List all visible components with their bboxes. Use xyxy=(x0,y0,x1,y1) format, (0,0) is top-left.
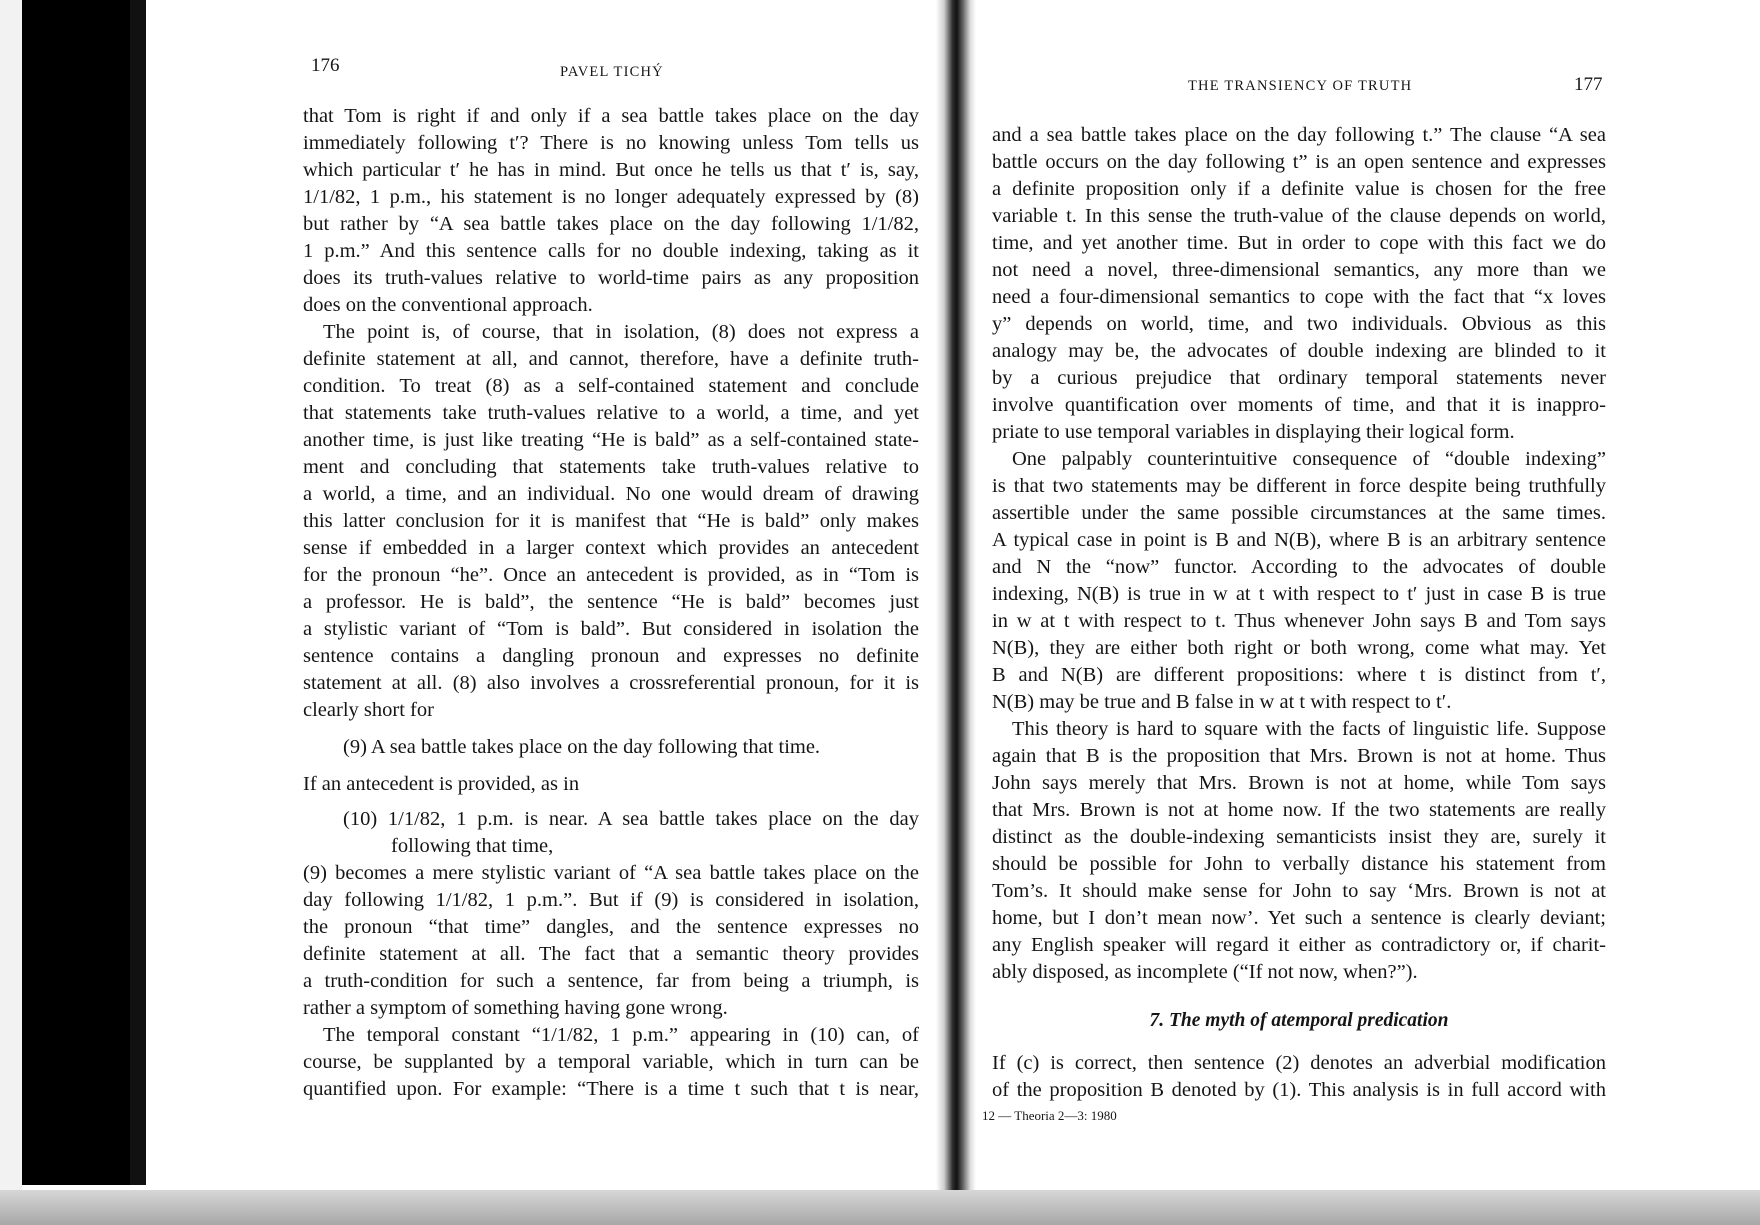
running-head-left: PAVEL TICHÝ xyxy=(560,64,664,80)
book-gutter-shadow xyxy=(936,0,976,1190)
text-line: that Tom is right if and only if a sea battle takes place on the day xyxy=(303,105,919,127)
text-line: ably disposed, as incomplete (“If not now, when?”). xyxy=(992,961,1418,983)
text-line: is that two statements may be different in force despite being truthfully xyxy=(992,475,1606,497)
text-line: ment and concluding that statements take truth-values relative to xyxy=(303,456,919,478)
text-line: (9) becomes a mere stylistic variant of “A sea battle takes place on the xyxy=(303,862,919,884)
text-line: not need a novel, three-dimensional semantics, any more than we xyxy=(992,259,1606,281)
text-line: a truth-condition for such a sentence, far from being a triumph, is xyxy=(303,970,919,992)
text-line: priate to use temporal variables in displaying their logical form. xyxy=(992,421,1515,443)
text-line: this latter conclusion for it is manifest that “He is bald” only makes xyxy=(303,510,919,532)
text-line: quantified upon. For example: “There is a time t such that t is near, xyxy=(303,1078,919,1100)
text-line: sentence contains a dangling pronoun and expresses no definite xyxy=(303,645,919,667)
text-line: John says merely that Mrs. Brown is not at home, while Tom says xyxy=(992,772,1606,794)
text-line: One palpably counterintuitive consequence of “double indexing” xyxy=(1012,448,1606,470)
text-line: indexing, N(B) is true in w at t with respect to t′ just in case B is true xyxy=(992,583,1606,605)
text-line: A typical case in point is B and N(B), where B is an arbitrary sentence xyxy=(992,529,1606,551)
running-head-right: THE TRANSIENCY OF TRUTH xyxy=(1188,78,1413,94)
text-line: does its truth-values relative to world-time pairs as any proposition xyxy=(303,267,919,289)
text-line: of the proposition B denoted by (1). This analysis is in full accord with xyxy=(992,1079,1606,1101)
text-line: that statements take truth-values relative to a world, a time, and yet xyxy=(303,402,919,424)
text-line: This theory is hard to square with the facts of linguistic life. Suppose xyxy=(1012,718,1606,740)
text-line: the pronoun “that time” dangles, and the sentence expresses no xyxy=(303,916,919,938)
text-line: If an antecedent is provided, as in xyxy=(303,773,580,795)
text-line: another time, is just like treating “He is bald” as a self-contained state- xyxy=(303,429,919,451)
text-line: rather a symptom of something having gone wrong. xyxy=(303,997,728,1019)
text-line: but rather by “A sea battle takes place on the day following 1/1/82, xyxy=(303,213,919,235)
text-line: 1 p.m.” And this sentence calls for no double indexing, taking as it xyxy=(303,240,919,262)
text-line: definite statement at all. The fact that a semantic theory provides xyxy=(303,943,919,965)
text-line: course, be supplanted by a temporal variable, which in turn can be xyxy=(303,1051,919,1073)
text-line: a professor. He is bald”, the sentence “He is bald” becomes just xyxy=(303,591,919,613)
text-line: should be possible for John to verbally distance his statement from xyxy=(992,853,1606,875)
text-line: The point is, of course, that in isolation, (8) does not express a xyxy=(323,321,919,343)
text-line: y” depends on world, time, and two individuals. Obvious as this xyxy=(992,313,1606,335)
text-line: which particular t′ he has in mind. But once he tells us that t′ is, say, xyxy=(303,159,919,181)
scan-bottom-edge xyxy=(0,1190,1760,1225)
text-line: following that time, xyxy=(391,835,554,857)
text-line: day following 1/1/82, 1 p.m.”. But if (9) is considered in isolation, xyxy=(303,889,919,911)
text-line: battle occurs on the day following t” is an open sentence and expresses xyxy=(992,151,1606,173)
text-line: (9) A sea battle takes place on the day following that time. xyxy=(343,736,821,758)
text-line: N(B), they are either both right or both wrong, come what may. Yet xyxy=(992,637,1606,659)
text-line: immediately following t′? There is no knowing unless Tom tells us xyxy=(303,132,919,154)
text-line: by a curious prejudice that ordinary temporal statements never xyxy=(992,367,1606,389)
text-line: condition. To treat (8) as a self-contained statement and conclude xyxy=(303,375,919,397)
text-line: and a sea battle takes place on the day following t.” The clause “A sea xyxy=(992,124,1606,146)
text-line: that Mrs. Brown is not at home now. If the two statements are really xyxy=(992,799,1606,821)
text-line: and N the “now” functor. According to the advocates of double xyxy=(992,556,1606,578)
text-line: a world, a time, and an individual. No one would dream of drawing xyxy=(303,483,919,505)
text-line: (10) 1/1/82, 1 p.m. is near. A sea battle takes place on the day xyxy=(343,808,919,830)
text-line: N(B) may be true and B false in w at t with respect to t′. xyxy=(992,691,1452,713)
page-number-left: 176 xyxy=(311,55,340,76)
text-line: a definite proposition only if a definite value is chosen for the free xyxy=(992,178,1606,200)
text-line: The temporal constant “1/1/82, 1 p.m.” appearing in (10) can, of xyxy=(323,1024,919,1046)
scan-dark-margin xyxy=(22,0,146,1185)
scan-binding-edge xyxy=(0,0,22,1225)
text-line: a stylistic variant of “Tom is bald”. But considered in isolation the xyxy=(303,618,919,640)
text-line: again that B is the proposition that Mrs. Brown is not at home. Thus xyxy=(992,745,1606,767)
text-line: assertible under the same possible circumstances at the same times. xyxy=(992,502,1606,524)
text-line: home, but I don’t mean now’. Yet such a sentence is clearly deviant; xyxy=(992,907,1606,929)
text-line: definite statement at all, and cannot, therefore, have a definite truth- xyxy=(303,348,919,370)
text-line: variable t. In this sense the truth-value of the clause depends on world, xyxy=(992,205,1606,227)
text-line: Tom’s. It should make sense for John to say ‘Mrs. Brown is not at xyxy=(992,880,1606,902)
section-heading: 7. The myth of atemporal predication xyxy=(1149,1010,1449,1031)
text-line: does on the conventional approach. xyxy=(303,294,593,316)
text-line: for the pronoun “he”. Once an antecedent is provided, as in “Tom is xyxy=(303,564,919,586)
text-line: time, and yet another time. But in order to cope with this fact we do xyxy=(992,232,1606,254)
text-line: distinct as the double-indexing semanticists insist they are, surely it xyxy=(992,826,1606,848)
text-line: sense if embedded in a larger context which provides an antecedent xyxy=(303,537,919,559)
text-line: need a four-dimensional semantics to cope with the fact that “x loves xyxy=(992,286,1606,308)
text-line: involve quantification over moments of time, and that it is inappro- xyxy=(992,394,1606,416)
page-footer: 12 — Theoria 2—3: 1980 xyxy=(982,1108,1117,1123)
scan-dark-margin-shadow xyxy=(130,0,146,1185)
text-line: B and N(B) are different propositions: where t is distinct from t′, xyxy=(992,664,1606,686)
text-line: in w at t with respect to t. Thus whenever John says B and Tom says xyxy=(992,610,1606,632)
text-line: any English speaker will regard it either as contradictory or, if charit- xyxy=(992,934,1606,956)
text-line: clearly short for xyxy=(303,699,434,721)
text-line: statement at all. (8) also involves a crossreferential pronoun, for it is xyxy=(303,672,919,694)
page-number-right: 177 xyxy=(1574,74,1603,95)
text-line: If (c) is correct, then sentence (2) denotes an adverbial modification xyxy=(992,1052,1606,1074)
text-line: analogy may be, the advocates of double indexing are blinded to it xyxy=(992,340,1606,362)
text-line: 1/1/82, 1 p.m., his statement is no longer adequately expressed by (8) xyxy=(303,186,919,208)
